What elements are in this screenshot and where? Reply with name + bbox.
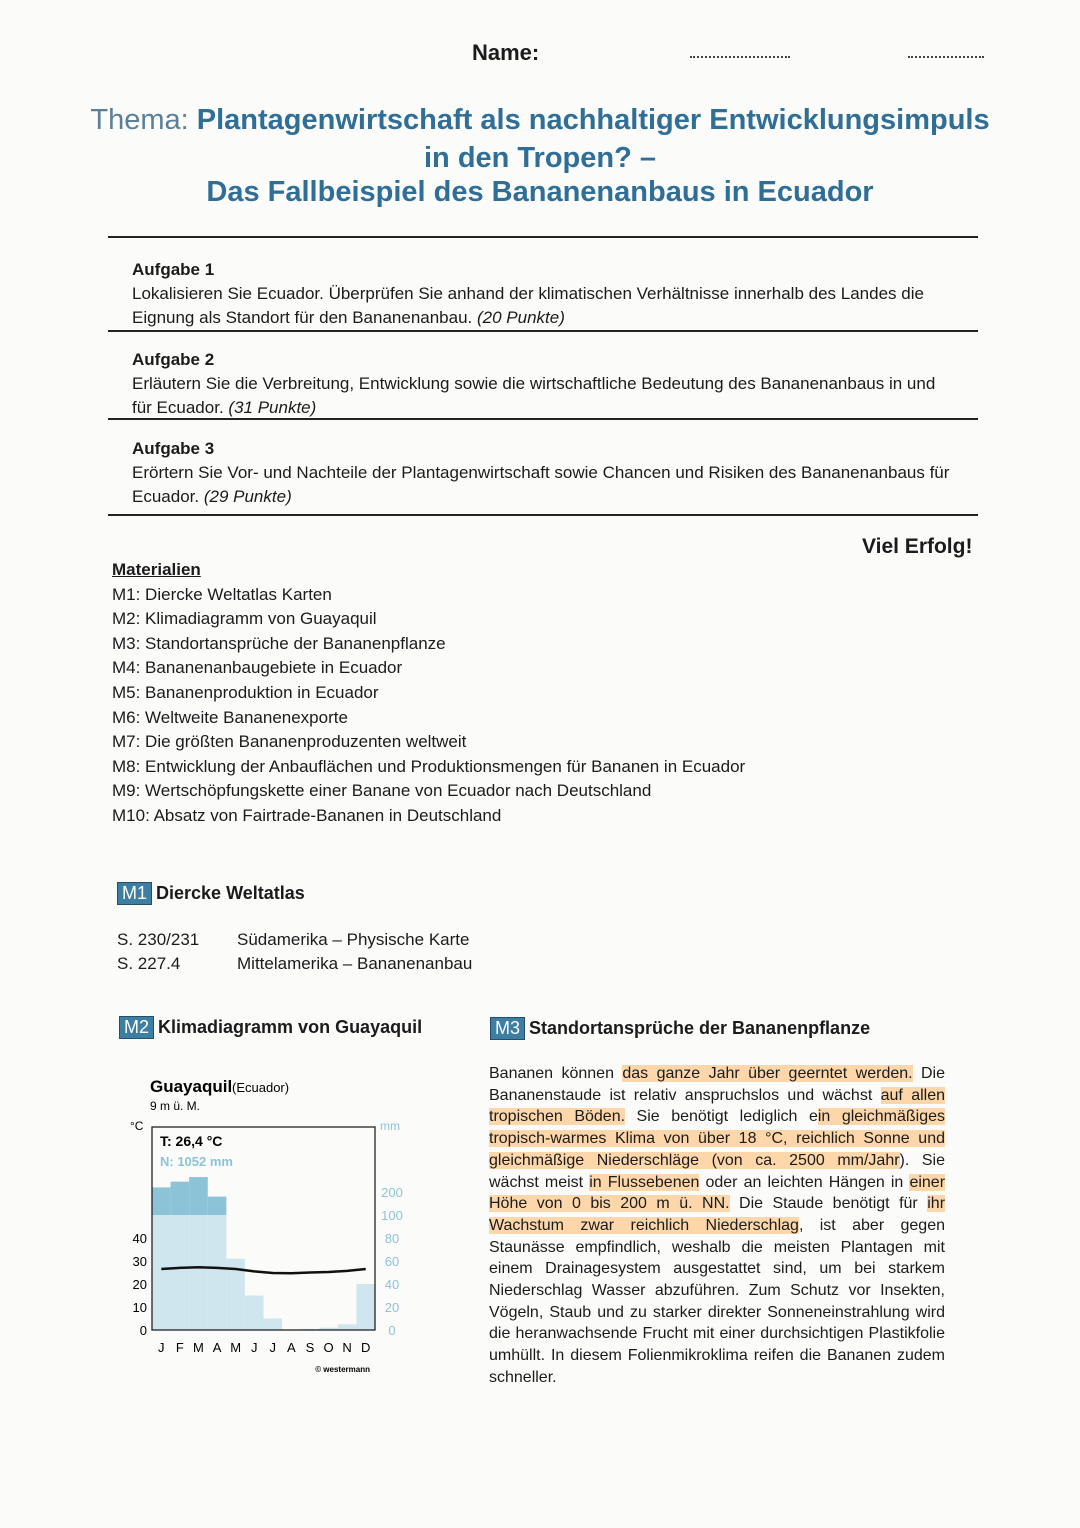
task-heading: Aufgabe 3 <box>132 439 215 458</box>
task-3 <box>132 437 952 509</box>
text-segment: , ist aber gegen Staunässe empfindlich, weshalb die meisten Plantagen mit einem Drainagesystem ausgestattet sind, um bei starkem Niederschlag Wasser abzuführen. Zum Schutz vor Insekten, Vögeln, Staub und zu starker direkter Sonneneinstrahlung wird die heranwachsende Frucht mit einer durchsichtigen Plastikfolie umhüllt. In diesem Folienmikroklima reifen die Bananen zudem schneller. <box>489 1216 945 1386</box>
task-points: (29 Punkte) <box>203 487 292 506</box>
month-label: J <box>269 1340 277 1355</box>
precip-bar-excess <box>152 1187 171 1215</box>
task-points: (20 Punkte) <box>477 308 565 327</box>
m1-page: S. 230/231 <box>117 930 200 949</box>
m1-page: S. 227.4 <box>117 954 181 973</box>
precip-tick: 40 <box>384 1277 400 1292</box>
task-text: Erläutern Sie die Verbreitung, Entwicklung sowie die wirtschaftliche Bedeutung des Bananenanbaus in und für Ecuador. <box>132 374 936 417</box>
station-elevation: 9 m ü. M. <box>150 1099 201 1113</box>
precip-bar <box>189 1215 208 1330</box>
precip-tick: 0 <box>388 1323 396 1338</box>
month-label: D <box>361 1340 371 1355</box>
month-label: A <box>287 1340 296 1355</box>
precip-bar-excess <box>171 1182 190 1215</box>
precip-bar <box>356 1284 375 1330</box>
precip-bar <box>171 1215 190 1330</box>
temp-tick: 10 <box>132 1300 147 1315</box>
divider <box>108 418 978 420</box>
station-country: (Ecuador) <box>232 1080 290 1095</box>
precip-bar <box>245 1296 264 1331</box>
m1-desc: Mittelamerika – Bananenanbau <box>237 954 473 973</box>
highlighted-text: das ganze Jahr über geerntet werden. <box>622 1065 913 1082</box>
divider <box>108 514 978 516</box>
month-label: O <box>323 1340 334 1355</box>
m1-desc: Südamerika – Physische Karte <box>237 930 470 949</box>
divider <box>108 236 978 238</box>
task-text: Erörtern Sie Vor- und Nachteile der Plantagenwirtschaft sowie Chancen und Risiken des Bananenanbaus für Ecuador. <box>132 463 950 506</box>
task-2 <box>132 348 952 420</box>
m3-heading <box>490 1017 870 1040</box>
temp-unit: °C <box>130 1119 144 1133</box>
highlighted-text: ihr Wachstum zwar reichlich Niederschlag <box>489 1195 946 1234</box>
m3-text <box>489 1063 945 1389</box>
month-label: M <box>230 1340 242 1355</box>
temp-tick: 0 <box>139 1323 147 1338</box>
m2-title: Klimadiagramm von Guayaquil <box>158 1017 423 1037</box>
precip-bar <box>152 1215 171 1330</box>
m1-heading <box>117 882 305 905</box>
temp-tick: 30 <box>132 1254 147 1269</box>
precip-tick: 60 <box>384 1254 400 1269</box>
temp-tick: 40 <box>132 1231 147 1246</box>
material-item: M9: Wertschöpfungskette einer Banane von Ecuador nach Deutschland <box>112 781 652 801</box>
m3-badge: M3 <box>490 1017 525 1040</box>
task-1 <box>132 258 952 330</box>
material-item: M4: Bananenanbaugebiete in Ecuador <box>112 658 403 678</box>
mean-temperature: T: 26,4 °C <box>160 1133 223 1149</box>
materials-heading: Materialien <box>112 560 201 579</box>
copyright: © westermann <box>315 1365 370 1374</box>
precip-tick: 200 <box>381 1185 403 1200</box>
title-line-2: in den Tropen? – <box>423 142 656 174</box>
month-label: F <box>175 1340 184 1355</box>
name-label: Name: <box>472 40 540 65</box>
text-segment: Die Bananenstaude ist relativ anspruchslos und wächst <box>489 1065 945 1104</box>
title-main: Plantagenwirtschaft als nachhaltiger Entwicklungsimpuls <box>196 104 990 136</box>
material-item: M2: Klimadiagramm von Guayaquil <box>112 609 377 629</box>
highlighted-text: einer Höhe von 0 bis 200 m ü. NN. <box>489 1173 946 1213</box>
precip-bar-excess <box>208 1197 227 1215</box>
precip-bar-excess <box>189 1177 208 1215</box>
month-label: S <box>305 1340 315 1355</box>
temp-tick: 20 <box>132 1277 147 1292</box>
precip-bar <box>208 1215 227 1330</box>
highlighted-text: in gleichmäßiges tropisch-warmes Klima von über 18 °C, reichlich Sonne und gleichmäßige Niederschläge (von ca. 2500 mm/Jahr <box>489 1108 945 1169</box>
material-item: M7: Die größten Bananenproduzenten weltweit <box>112 732 467 752</box>
m2-badge: M2 <box>119 1016 154 1039</box>
material-item: M10: Absatz von Fairtrade-Bananen in Deutschland <box>112 805 502 825</box>
materials-list <box>112 558 745 829</box>
month-label: M <box>193 1340 204 1355</box>
title-line-3: Das Fallbeispiel des Bananenanbaus in Ecuador <box>206 176 874 208</box>
material-item: M1: Diercke Weltatlas Karten <box>112 584 332 604</box>
precip-bar <box>264 1319 283 1331</box>
m2-heading <box>119 1016 422 1039</box>
m1-table <box>117 928 472 976</box>
task-heading: Aufgabe 2 <box>132 350 215 369</box>
m3-title: Standortansprüche der Bananenpflanze <box>529 1018 871 1038</box>
month-label: A <box>212 1340 222 1355</box>
closing-text: Viel Erfolg! <box>862 535 973 558</box>
material-item: M6: Weltweite Bananenexporte <box>112 707 348 727</box>
name-field-line-2 <box>908 52 984 58</box>
highlighted-text: auf allen tropischen Böden. <box>489 1086 945 1126</box>
material-item: M5: Bananenproduktion in Ecuador <box>112 682 379 702</box>
text-segment: Sie benötigt lediglich e <box>625 1108 818 1126</box>
name-field-line <box>690 52 790 58</box>
title-prefix: Thema: <box>90 104 189 136</box>
material-item: M3: Standortansprüche der Bananenpflanze <box>112 633 446 653</box>
month-label: J <box>250 1340 258 1355</box>
task-text: Lokalisieren Sie Ecuador. Überprüfen Sie anhand der klimatischen Verhältnisse innerhalb des Landes die Eignung als Standort für den Bananenanbau. <box>132 284 924 327</box>
title-line-1 <box>0 104 1080 137</box>
text-segment: ). Sie wächst meist <box>489 1151 946 1191</box>
precip-unit: mm <box>380 1119 400 1133</box>
text-segment: Bananen können <box>489 1065 623 1082</box>
task-heading: Aufgabe 1 <box>132 260 215 279</box>
m1-badge: M1 <box>117 882 152 905</box>
precip-tick: 100 <box>381 1208 403 1223</box>
month-label: J <box>158 1340 165 1355</box>
month-label: N <box>342 1340 352 1355</box>
precip-tick: 20 <box>384 1300 400 1315</box>
precip-tick: 80 <box>384 1231 400 1246</box>
text-segment: oder an leichten Hängen in <box>699 1173 910 1191</box>
m1-title: Diercke Weltatlas <box>156 883 305 903</box>
precip-bar <box>338 1324 357 1330</box>
text-segment: Die Staude benötigt für <box>729 1195 928 1213</box>
station-name: Guayaquil <box>150 1077 233 1096</box>
divider <box>108 330 978 332</box>
material-item: M8: Entwicklung der Anbauflächen und Produktionsmengen für Bananen in Ecuador <box>112 756 746 776</box>
task-points: (31 Punkte) <box>228 398 317 417</box>
total-precipitation: N: 1052 mm <box>160 1154 233 1169</box>
highlighted-text: in Flussebenen <box>589 1173 700 1191</box>
climate-diagram <box>110 1070 430 1380</box>
